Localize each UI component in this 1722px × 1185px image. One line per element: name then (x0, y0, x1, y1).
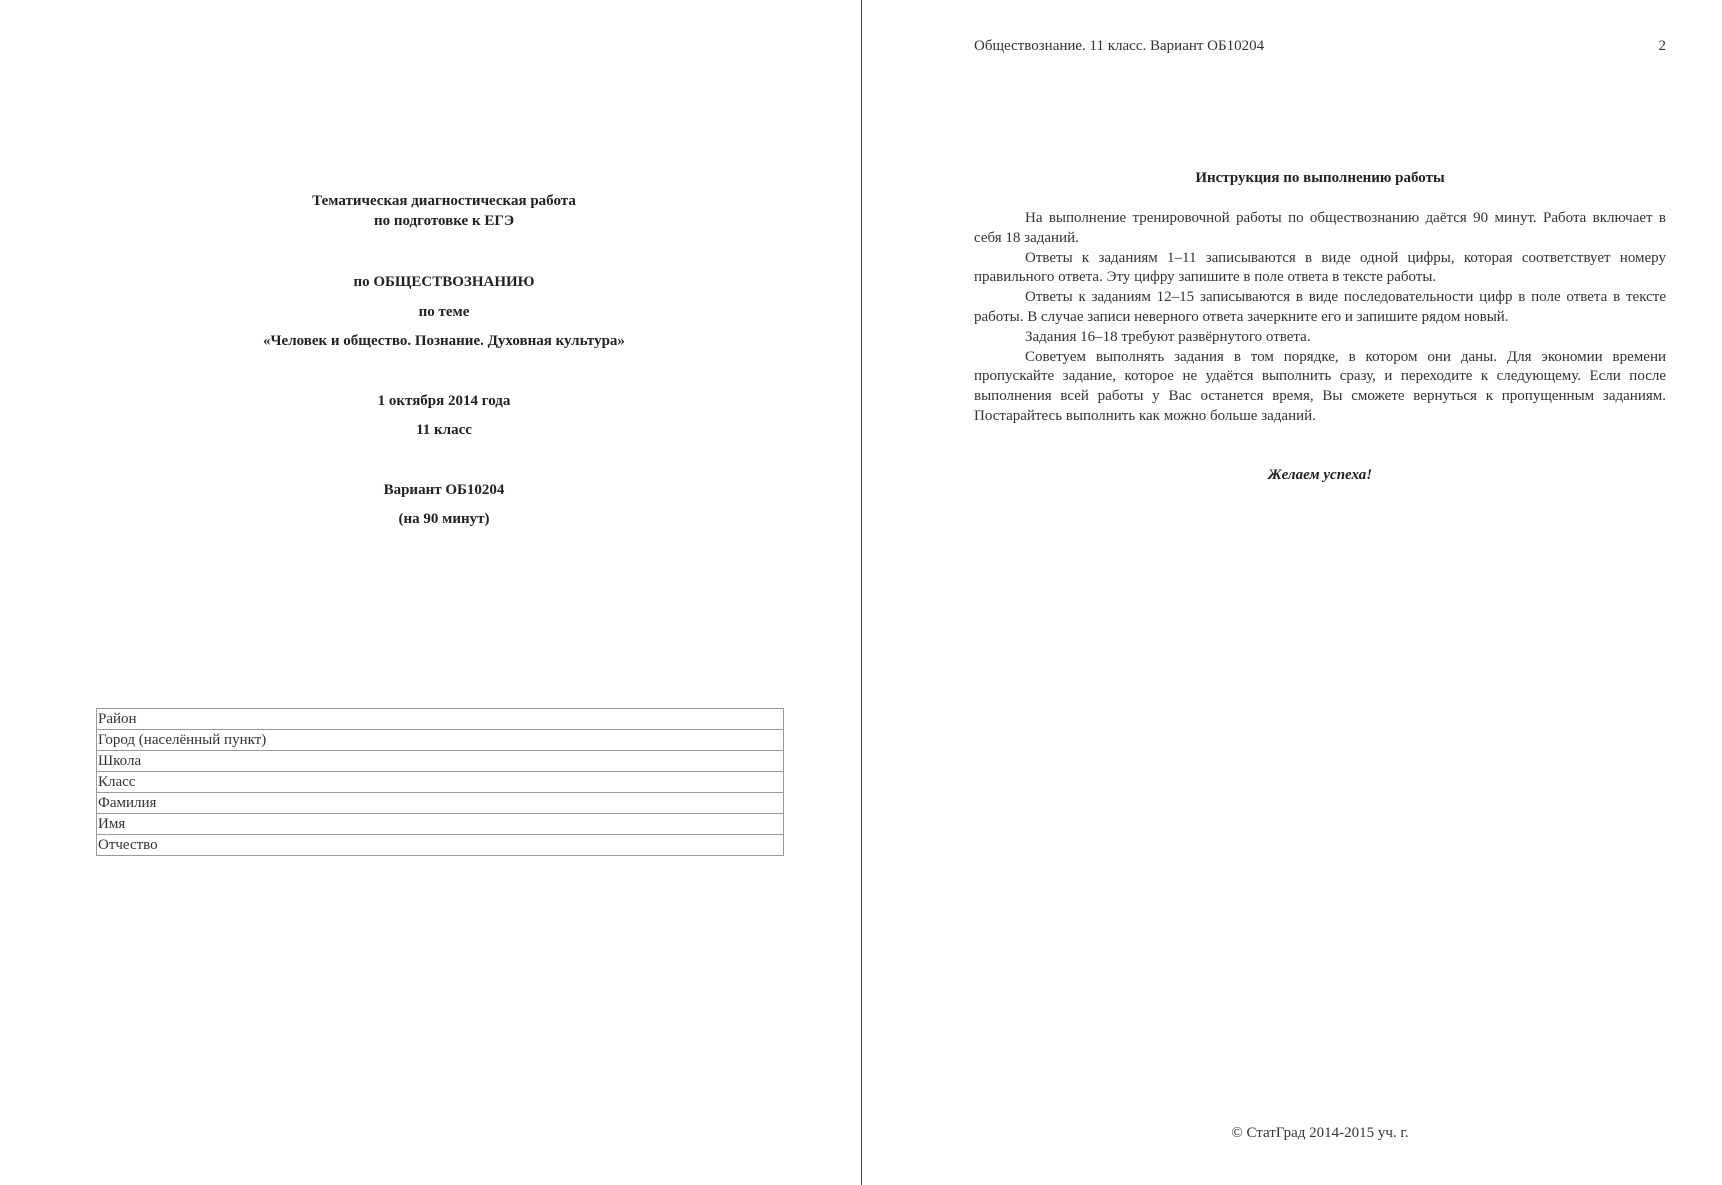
table-row (97, 835, 784, 856)
page-number: 2 (1658, 38, 1666, 54)
wish-line: Желаем успеха! (1267, 467, 1373, 483)
field-surname[interactable]: Фамилия (97, 793, 784, 814)
variant-line: Вариант ОБ10204 (383, 482, 505, 498)
duration-line: (на 90 минут) (398, 511, 490, 527)
grade-line: 11 класс (416, 422, 472, 438)
table-row (97, 814, 784, 835)
table-row (97, 751, 784, 772)
instruction-page (862, 0, 1722, 1185)
table-row (97, 730, 784, 751)
running-head: Обществознание. 11 класс. Вариант ОБ10204 (974, 38, 1265, 54)
field-district[interactable]: Район (97, 709, 784, 730)
instruction-paragraph: Советуем выполнять задания в том порядке, в котором они даны. Для экономии времени пропускайте задание, которое не удаётся выполнить сразу, и переходите к следующему. Если после выполнения всей работы у Вас останется время, Вы сможете вернуться к пропущенным заданиям. Постарайтесь выполнить как можно больше заданий. (974, 348, 1666, 424)
instruction-paragraph: На выполнение тренировочной работы по обществознанию даётся 90 минут. Работа включает в себя 18 заданий. (974, 210, 1666, 246)
topic-label: по теме (418, 304, 470, 320)
instruction-title: Инструкция по выполнению работы (1195, 170, 1445, 186)
table-row (97, 772, 784, 793)
table-row (97, 709, 784, 730)
field-city[interactable]: Город (населённый пункт) (97, 730, 784, 751)
date-line: 1 октября 2014 года (377, 393, 511, 409)
field-school[interactable]: Школа (97, 751, 784, 772)
subject-line: по ОБЩЕСТВОЗНАНИЮ (353, 274, 535, 290)
field-class[interactable]: Класс (97, 772, 784, 793)
title-line-2: по подготовке к ЕГЭ (373, 213, 515, 229)
instruction-paragraph: Ответы к заданиям 1–11 записываются в виде одной цифры, которая соответствует номеру правильного ответа. Эту цифру запишите в поле ответа в тексте работы. (974, 249, 1666, 286)
field-name[interactable]: Имя (97, 814, 784, 835)
table-row (97, 793, 784, 814)
topic-title: «Человек и общество. Познание. Духовная культура» (263, 333, 625, 349)
instruction-body (974, 209, 1666, 427)
student-info-table (96, 708, 784, 856)
copyright-footer: © СтатГрад 2014-2015 уч. г. (1231, 1125, 1409, 1141)
instruction-paragraph: Задания 16–18 требуют развёрнутого ответа. (1025, 328, 1311, 345)
field-patronymic[interactable]: Отчество (97, 835, 784, 856)
title-line-1: Тематическая диагностическая работа (312, 193, 576, 209)
instruction-paragraph: Ответы к заданиям 12–15 записываются в виде последовательности цифр в поле ответа в тексте работы. В случае записи неверного ответа зачеркните его и запишите рядом новый. (974, 289, 1666, 325)
